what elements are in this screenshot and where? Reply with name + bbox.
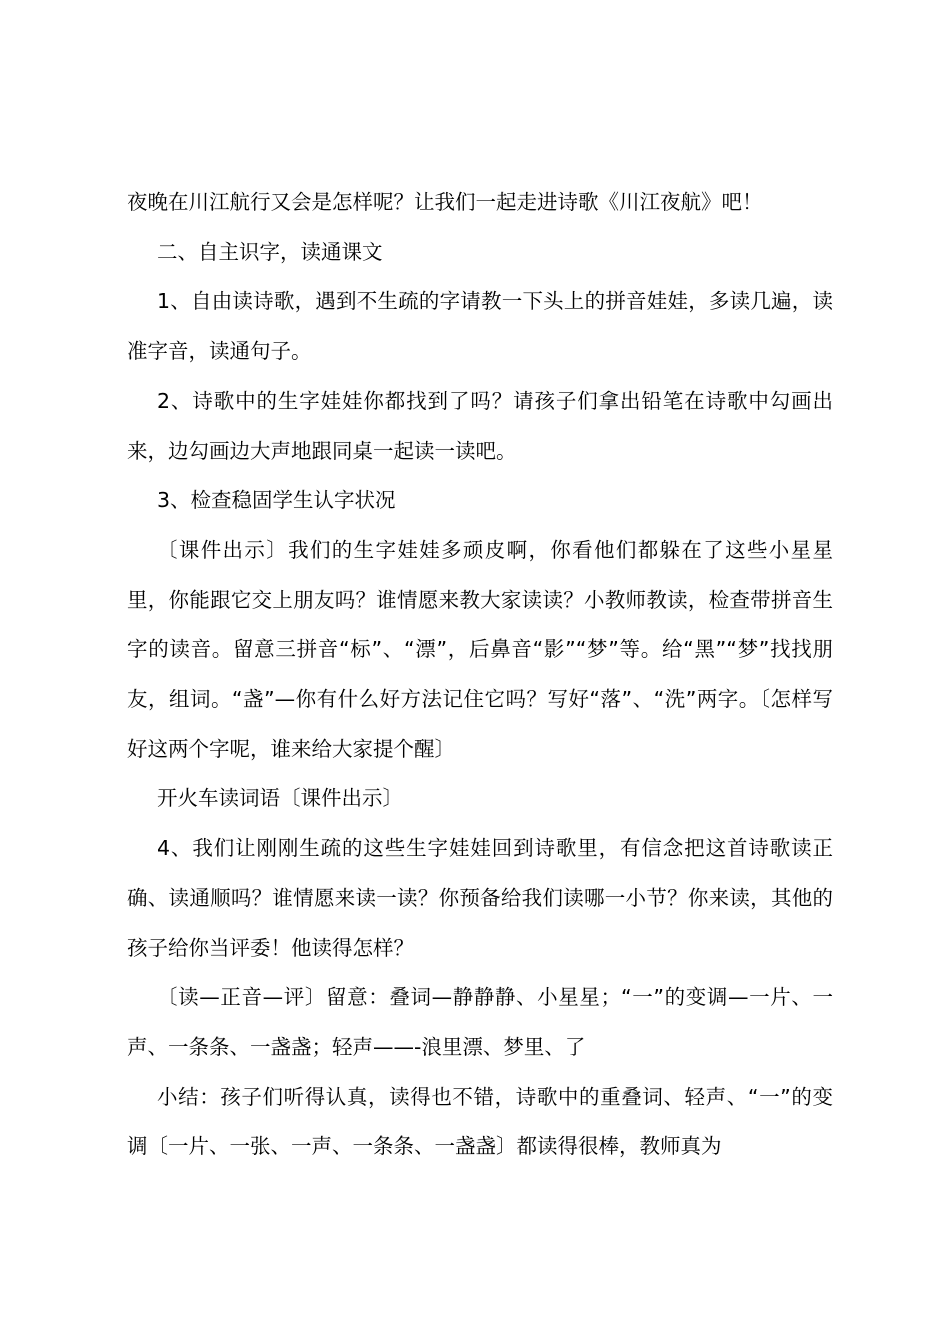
paragraph-courseware: 〔课件出示〕我们的生字娃娃多顽皮啊，你看他们都躲在了这些小星星里，你能跟它交上朋友吗？谁情愿来教大家读读？小教师教读，检查带拼音生字的读音。留意三拼音“标”、“漂”，后鼻音“影”“梦”等。给“黑”“梦”找找朋友，组词。“盏”—你有什么好方法记住它吗？写好“落”、“洗”两字。〔怎样写好这两个字呢，谁来给大家提个醒〕 (127, 537, 833, 761)
paragraph-intro: 夜晚在川江航行又会是怎样呢？让我们一起走进诗歌《川江夜航》吧！ (127, 190, 763, 214)
document-page (127, 178, 833, 1172)
paragraph-step-4: 4、我们让刚刚生疏的这些生字娃娃回到诗歌里，有信念把这首诗歌读正确、读通顺吗？谁情愿来读一读？你预备给我们读哪一小节？你来读，其他的孩子给你当评委！他读得怎样？ (127, 836, 833, 960)
paragraph-pronunciation-notes: 〔读—正音—评〕留意：叠词—静静静、小星星；“一”的变调—一片、一声、一条条、一盏盏；轻声——-浪里漂、梦里、了 (127, 985, 833, 1059)
paragraph-step-1: 1、自由读诗歌，遇到不生疏的字请教一下头上的拼音娃娃，多读几遍，读准字音，读通句子。 (127, 289, 833, 364)
paragraph-step-3: 3、检查稳固学生认字状况 (157, 488, 396, 513)
section-heading: 二、自主识字，读通课文 (157, 239, 383, 264)
paragraph-step-2: 2、诗歌中的生字娃娃你都找到了吗？请孩子们拿出铅笔在诗歌中勾画出来，边勾画边大声地跟同桌一起读一读吧。 (127, 388, 833, 463)
paragraph-train-reading: 开火车读词语〔课件出示〕 (157, 786, 403, 811)
paragraph-summary: 小结：孩子们听得认真，读得也不错，诗歌中的重叠词、轻声、“一”的变调〔一片、一张、一声、一条条、一盏盏〕都读得很棒，教师真为 (127, 1084, 833, 1159)
